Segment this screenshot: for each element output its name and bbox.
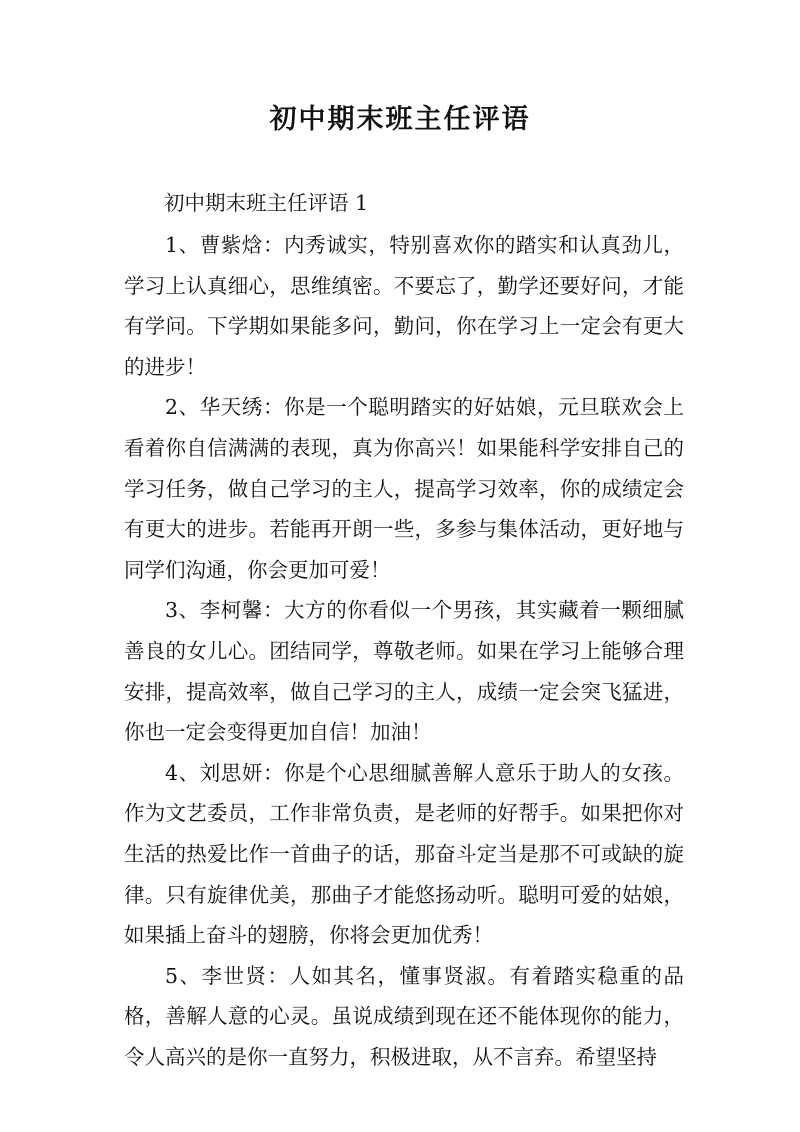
document-title: 初中期末班主任评语 — [269, 104, 531, 135]
comment-paragraph-3: 3、李柯馨：大方的你看似一个男孩，其实藏着一颗细腻善良的女儿心。团结同学，尊敬老师。如果在学习上能够合理安排，提高效率，做自己学习的主人，成绩一定会突飞猛进，你也一定会变得更加自信！加油！ — [124, 598, 684, 745]
comment-paragraph-2: 2、华天绣：你是一个聪明踏实的好姑娘，元旦联欢会上看着你自信满满的表现，真为你高兴！如果能科学安排自己的学习任务，做自己学习的主人，提高学习效率，你的成绩定会有更大的进步。若能再开朗一些，多参与集体活动，更好地与同学们沟通，你会更加可爱！ — [124, 395, 684, 582]
document-body — [124, 225, 684, 1077]
document-subtitle: 初中期末班主任评语 1 — [164, 191, 369, 215]
comment-paragraph-1: 1、曹紫焓：内秀诚实，特别喜欢你的踏实和认真劲儿，学习上认真细心，思维缜密。不要忘了，勤学还要好问，才能有学问。下学期如果能多问，勤问，你在学习上一定会有更大的进步！ — [124, 233, 684, 379]
comment-paragraph-4: 4、刘思妍：你是个心思细腻善解人意乐于助人的女孩。作为文艺委员，工作非常负责，是老师的好帮手。如果把你对生活的热爱比作一首曲子的话，那奋斗定当是那不可或缺的旋律。只有旋律优美，那曲子才能悠扬动听。聪明可爱的姑娘，如果插上奋斗的翅膀，你将会更加优秀！ — [124, 760, 684, 948]
comment-paragraph-5: 5、李世贤：人如其名，懂事贤淑。有着踏实稳重的品格，善解人意的心灵。虽说成绩到现在还不能体现你的能力，令人高兴的是你一直努力，积极进取，从不言弃。希望坚持 — [124, 963, 684, 1069]
